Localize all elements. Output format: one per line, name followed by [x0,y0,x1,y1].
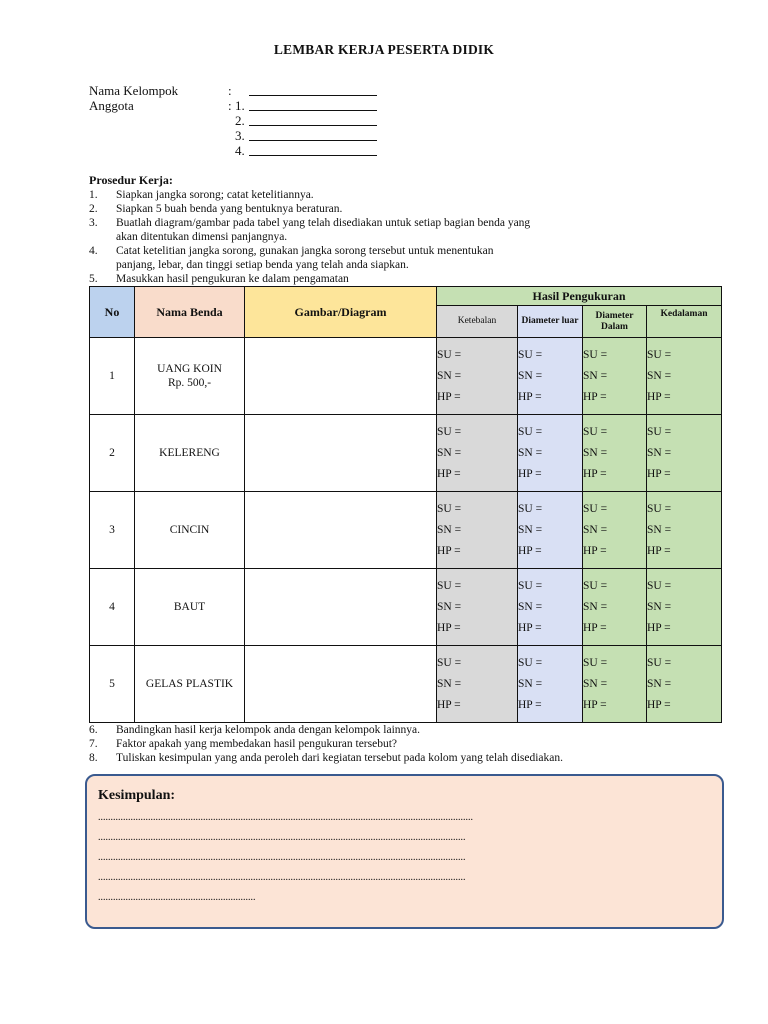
measure-label: HP = [437,698,461,711]
conclusion-line[interactable]: ............................................................... [98,892,256,903]
thickness-cell[interactable] [437,646,518,723]
table-row [90,492,722,569]
object-name-line: Rp. 500,- [167,377,212,389]
measure-label: HP = [583,390,607,403]
depth-cell[interactable] [647,415,722,492]
measure-label: SN = [437,600,462,613]
object-name-line: UANG KOIN [157,363,222,375]
row-number: 1 [90,338,135,415]
step-text: Faktor apakah yang membedakan hasil pengukuran tersebut? [116,738,398,750]
step-text: Catat ketelitian jangka sorong, gunakan jangka sorong tersebut untuk menentukan [116,245,494,257]
measure-label: SU = [647,502,672,515]
inner-diameter-cell[interactable] [583,569,647,646]
step-text: akan ditentukan dimensi panjangnya. [116,231,288,243]
depth-cell[interactable] [647,492,722,569]
measure-label: SN = [647,600,672,613]
step-number: 2. [89,203,98,215]
page-title: LEMBAR KERJA PESERTA DIDIK [273,42,495,57]
measure-label: HP = [647,390,671,403]
conclusion-line[interactable]: ................................................................................................................................................... [98,832,466,843]
measure-label: HP = [518,390,542,403]
measure-label: SU = [583,502,608,515]
thickness-cell[interactable] [437,338,518,415]
member-field[interactable] [249,98,377,111]
measure-label: SU = [437,502,462,515]
inner-diameter-cell[interactable] [583,646,647,723]
outer-diameter-cell[interactable] [518,569,583,646]
inner-diameter-cell[interactable] [583,415,647,492]
object-name-line: CINCIN [169,524,210,536]
table-row [90,569,722,646]
inner-diameter-cell[interactable] [583,492,647,569]
measure-label: SN = [583,600,608,613]
conclusion-line[interactable]: ................................................................................................................................................... [98,852,466,863]
measure-label: SU = [647,579,672,592]
object-name [135,415,245,492]
measure-label: HP = [647,467,671,480]
measure-label: HP = [583,544,607,557]
step-text: panjang, lebar, dan tinggi setiap benda yang telah anda siapkan. [116,259,409,271]
header-no: No [90,287,135,338]
measure-label: SN = [583,523,608,536]
header-depth: Kedalaman [647,306,722,338]
depth-cell[interactable] [647,338,722,415]
outer-diameter-cell[interactable] [518,492,583,569]
member-number: 2. [235,113,245,128]
measure-label: SU = [518,579,543,592]
thickness-cell[interactable] [437,569,518,646]
measure-label: SN = [518,523,543,536]
drawing-cell[interactable] [245,646,437,723]
object-name [135,338,245,415]
depth-cell[interactable] [647,569,722,646]
measure-label: SU = [647,656,672,669]
measure-label: SN = [437,523,462,536]
measure-label: HP = [518,698,542,711]
measure-label: SU = [583,656,608,669]
object-name [135,492,245,569]
conclusion-line[interactable]: ................................................................................................................................................... [98,872,466,883]
conclusion-box [85,774,724,929]
row-number: 2 [90,415,135,492]
measure-label: HP = [647,698,671,711]
conclusion-line[interactable]: ...................................................................................................................................................... [98,812,473,823]
measure-label: SN = [647,677,672,690]
header-drawing: Gambar/Diagram [245,287,437,338]
table-row [90,415,722,492]
measure-label: SU = [518,502,543,515]
measure-label: HP = [437,544,461,557]
drawing-cell[interactable] [245,569,437,646]
measure-label: SU = [437,656,462,669]
drawing-cell[interactable] [245,492,437,569]
measure-label: SN = [518,369,543,382]
measure-label: SU = [518,348,543,361]
measure-label: SN = [437,369,462,382]
row-number: 5 [90,646,135,723]
depth-cell[interactable] [647,646,722,723]
measure-label: HP = [647,621,671,634]
step-text: Bandingkan hasil kerja kelompok anda dengan kelompok lainnya. [116,724,421,736]
group-name-colon: : [228,83,232,98]
measure-label: HP = [518,621,542,634]
thickness-cell[interactable] [437,415,518,492]
measure-label: SN = [647,446,672,459]
measure-label: SU = [647,348,672,361]
measure-label: SU = [437,579,462,592]
member-number: 1. [235,98,245,113]
procedure-heading: Prosedur Kerja: [89,173,173,187]
object-name [135,569,245,646]
measure-label: SN = [437,446,462,459]
members-label: Anggota [89,98,134,113]
step-number: 1. [89,189,98,201]
object-name [135,646,245,723]
measure-label: HP = [437,390,461,403]
group-name-label: Nama Kelompok [89,83,179,98]
object-name-line: GELAS PLASTIK [145,678,234,690]
measure-label: HP = [518,467,542,480]
measure-label: SU = [583,579,608,592]
step-number: 7. [89,738,98,750]
measure-label: SN = [583,369,608,382]
row-number: 3 [90,492,135,569]
inner-diameter-cell[interactable] [583,338,647,415]
group-name-field[interactable] [249,83,377,96]
header-results: Hasil Pengukuran [437,287,722,306]
conclusion-title: Kesimpulan: [98,788,176,803]
step-number: 8. [89,752,98,764]
members-colon: : [228,98,232,113]
measure-label: SU = [437,425,462,438]
header-outer-diameter: Diameter luar [518,306,583,338]
measure-label: SU = [518,656,543,669]
step-number: 3. [89,217,98,229]
step-text: Buatlah diagram/gambar pada tabel yang telah disediakan untuk setiap bagian benda yang [116,217,531,229]
step-number: 5. [89,273,98,285]
identity-block [89,83,389,163]
outer-diameter-cell[interactable] [518,415,583,492]
measure-label: HP = [583,467,607,480]
step-number: 6. [89,724,98,736]
measure-label: SN = [647,369,672,382]
member-number: 3. [235,128,245,143]
step-text: Siapkan 5 buah benda yang bentuknya beraturan. [116,203,343,215]
measure-label: HP = [437,467,461,480]
member-number: 4. [235,143,245,158]
measure-label: SU = [583,348,608,361]
measure-label: HP = [437,621,461,634]
step-number: 4. [89,245,98,257]
object-name-line: BAUT [173,601,206,613]
measure-label: SU = [437,348,462,361]
measure-label: SN = [647,523,672,536]
object-name-line: KELERENG [159,447,220,459]
measure-label: SN = [518,600,543,613]
drawing-cell[interactable] [245,338,437,415]
member-field[interactable] [249,143,377,156]
member-field[interactable] [249,128,377,141]
header-object-name: Nama Benda [135,287,245,338]
measure-label: SN = [518,446,543,459]
measure-label: SU = [518,425,543,438]
step-text: Siapkan jangka sorong; catat ketelitiannya. [116,189,314,201]
thickness-cell[interactable] [437,492,518,569]
table-row [90,646,722,723]
procedure-block-continued [89,723,649,767]
header-inner-diameter: Diameter Dalam [583,306,647,338]
measure-label: SN = [583,446,608,459]
table-row [90,338,722,415]
measure-label: SN = [437,677,462,690]
step-text: Tuliskan kesimpulan yang anda peroleh dari kegiatan tersebut pada kolom yang telah disediakan. [116,752,563,764]
measure-label: SN = [583,677,608,690]
measure-label: HP = [583,698,607,711]
measure-label: SU = [647,425,672,438]
measure-label: HP = [583,621,607,634]
procedure-block [89,173,649,285]
measure-label: HP = [647,544,671,557]
measure-label: SN = [518,677,543,690]
header-thickness: Ketebalan [437,306,518,338]
member-field[interactable] [249,113,377,126]
row-number: 4 [90,569,135,646]
measure-label: HP = [518,544,542,557]
outer-diameter-cell[interactable] [518,338,583,415]
drawing-cell[interactable] [245,415,437,492]
step-text: Masukkan hasil pengukuran ke dalam pengamatan [116,273,349,285]
results-table [89,286,722,723]
measure-label: SU = [583,425,608,438]
outer-diameter-cell[interactable] [518,646,583,723]
